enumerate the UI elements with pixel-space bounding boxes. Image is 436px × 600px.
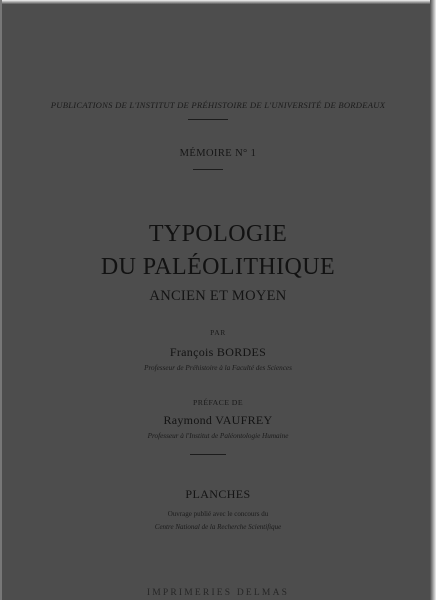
preface-author-affiliation: Professeur à l'Institut de Paléontologie Humaine: [147, 432, 289, 440]
preface-label: PRÉFACE DE: [193, 398, 243, 407]
series-title: PUBLICATIONS DE L'INSTITUT DE PRÉHISTOIRE DE L'UNIVERSITÉ DE BORDEAUX: [50, 100, 386, 110]
author-name: François BORDES: [169, 345, 267, 359]
preface-author-name: Raymond VAUFREY: [163, 413, 273, 427]
book-subtitle: ANCIEN ET MOYEN: [149, 288, 287, 304]
memoire-number: MÉMOIRE N° 1: [179, 148, 257, 159]
divider-rule: [193, 169, 223, 170]
divider-rule: [188, 119, 228, 120]
printer-imprint: IMPRIMERIES DELMAS: [146, 588, 290, 598]
funding-note-line-2: Centre National de la Recherche Scientifique: [154, 523, 282, 531]
book-title-line-1: TYPOLOGIE: [148, 221, 288, 247]
funding-note-line-1: Ouvrage publié avec le concours du: [167, 510, 269, 518]
divider-rule: [190, 454, 226, 455]
volume-label: PLANCHES: [185, 487, 251, 501]
by-label: PAR: [210, 328, 226, 337]
book-title-line-2: DU PALÉOLITHIQUE: [100, 254, 336, 280]
author-affiliation: Professeur de Préhistoire à la Faculté des Sciences: [144, 364, 292, 372]
scan-edge-top: [0, 0, 436, 4]
